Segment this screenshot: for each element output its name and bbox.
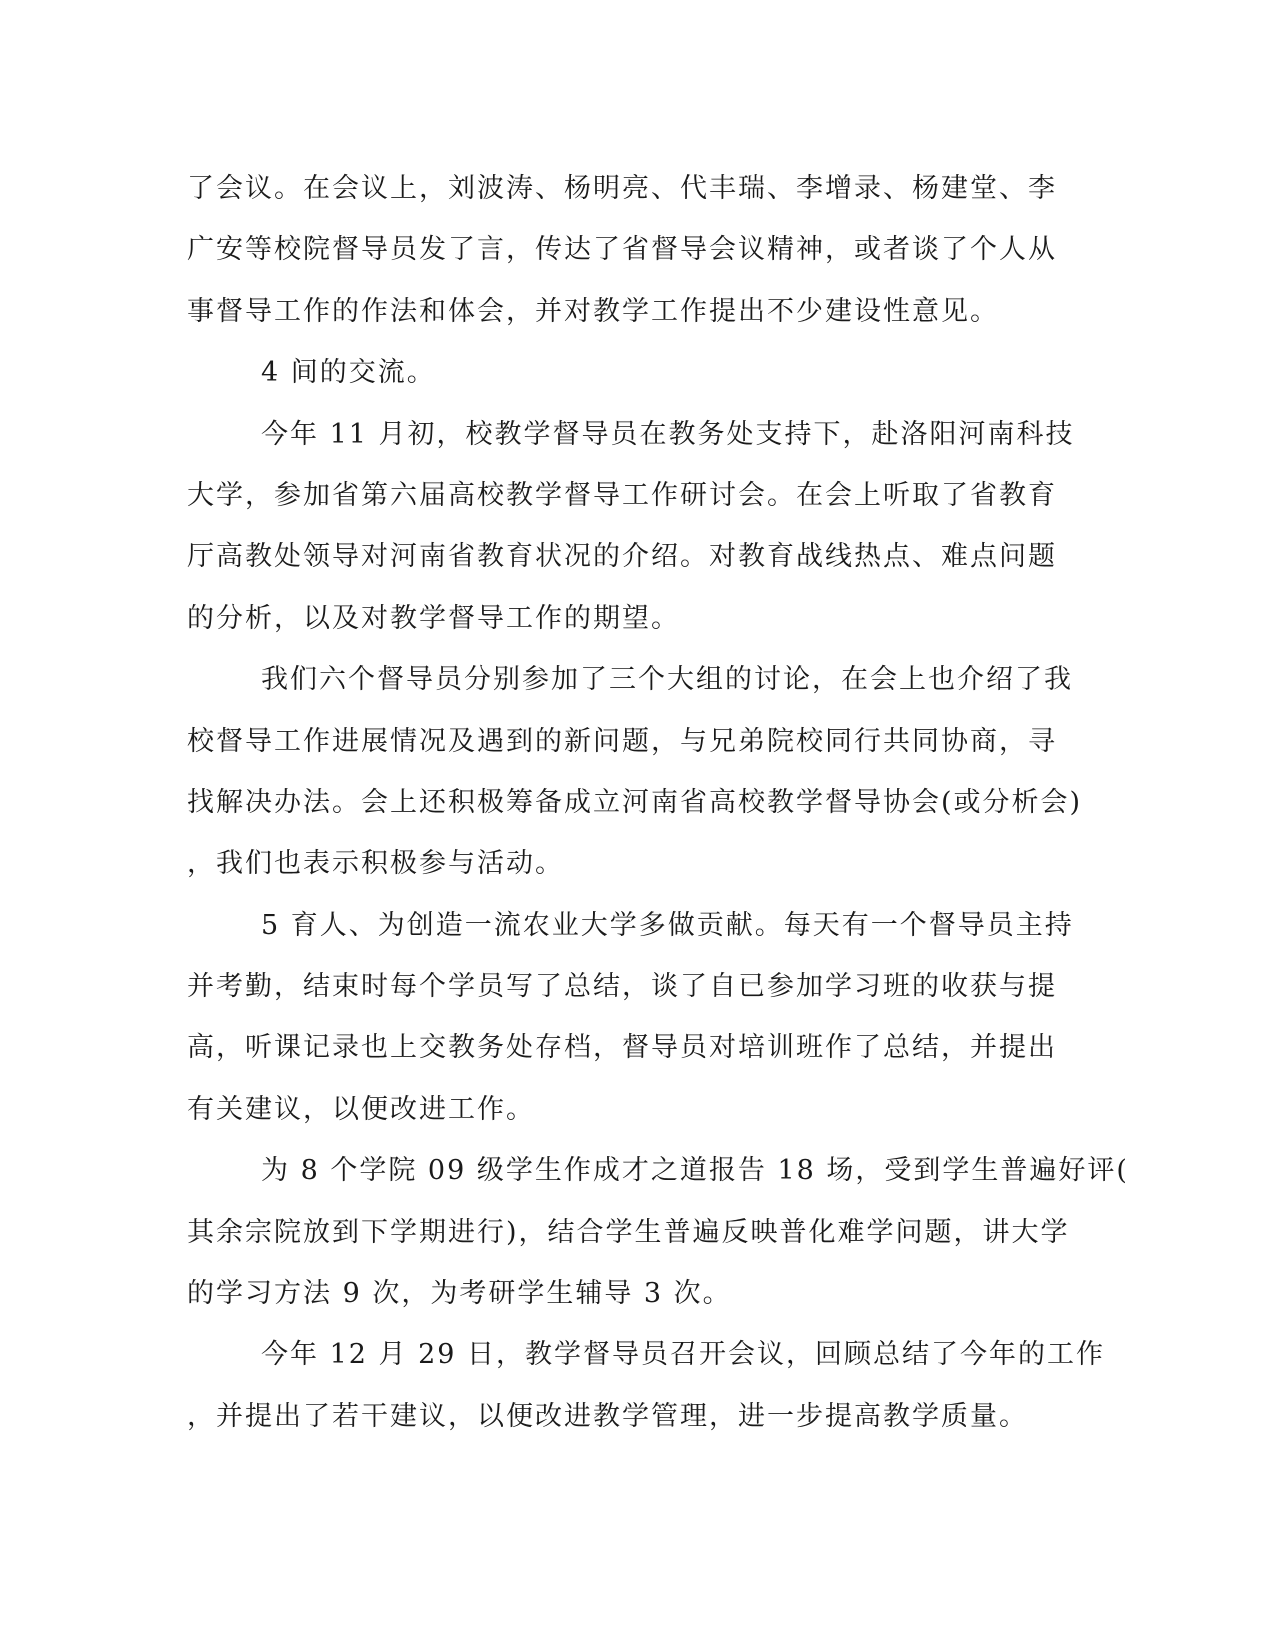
text-line: 的分析，以及对教学督导工作的期望。 <box>187 602 680 634</box>
text-line: 4 间的交流。 <box>261 357 436 389</box>
text-line: 事督导工作的作法和体会，并对教学工作提出不少建设性意见。 <box>187 295 999 327</box>
text-line: 今年 11 月初，校教学督导员在教务处支持下，赴洛阳河南科技 <box>261 418 1075 450</box>
text-line: 并考勤，结束时每个学员写了总结，谈了自已参加学习班的收获与提 <box>187 971 1057 1003</box>
text-line: 大学，参加省第六届高校教学督导工作研讨会。在会上听取了省教育 <box>187 479 1057 511</box>
text-line: 为 8 个学院 09 级学生作成才之道报告 18 场，受到学生普遍好评( <box>261 1155 1129 1187</box>
text-line: 找解决办法。会上还积极筹备成立河南省高校教学督导协会(或分析会) <box>187 786 1083 818</box>
text-line: 广安等校院督导员发了言，传达了省督导会议精神，或者谈了个人从 <box>187 234 1057 266</box>
text-line: 有关建议，以便改进工作。 <box>187 1093 535 1125</box>
text-line: 今年 12 月 29 日，教学督导员召开会议，回顾总结了今年的工作 <box>261 1339 1106 1371</box>
text-line: 5 育人、为创造一流农业大学多做贡献。每天有一个督导员主持 <box>261 909 1074 941</box>
text-line: 其余宗院放到下学期进行)，结合学生普遍反映普化难学问题，讲大学 <box>187 1216 1070 1248</box>
body-text <box>187 158 1129 1447</box>
text-line: ，我们也表示积极参与活动。 <box>187 848 564 880</box>
text-line: 的学习方法 9 次，为考研学生辅导 3 次。 <box>187 1278 732 1310</box>
text-line: 厅高教处领导对河南省教育状况的介绍。对教育战线热点、难点问题 <box>187 541 1057 573</box>
text-line: 高，听课记录也上交教务处存档，督导员对培训班作了总结，并提出 <box>187 1032 1057 1064</box>
text-line: ，并提出了若干建议，以便改进教学管理，进一步提高教学质量。 <box>187 1400 1028 1432</box>
text-line: 校督导工作进展情况及遇到的新问题，与兄弟院校同行共同协商，寻 <box>187 725 1057 757</box>
text-line: 我们六个督导员分别参加了三个大组的讨论，在会上也介绍了我 <box>261 664 1073 696</box>
text-line: 了会议。在会议上，刘波涛、杨明亮、代丰瑞、李增录、杨建堂、李 <box>187 173 1057 204</box>
